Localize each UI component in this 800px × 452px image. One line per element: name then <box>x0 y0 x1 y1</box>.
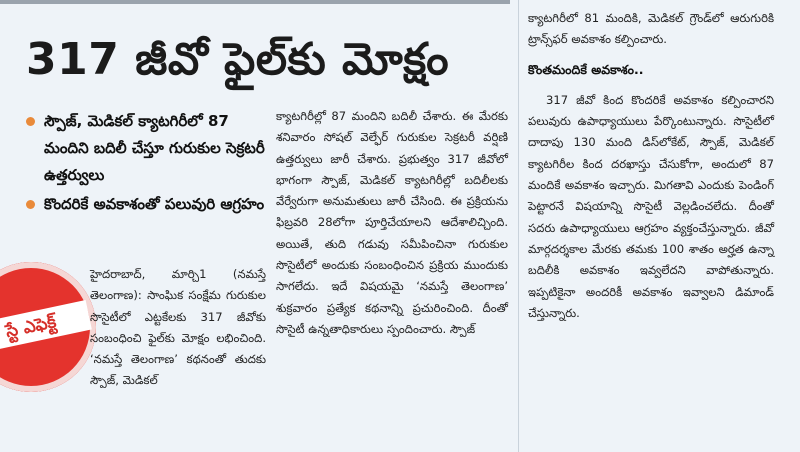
bullet-dot-icon <box>26 200 35 209</box>
article-column-2 <box>276 106 508 340</box>
headline: 317 జీవో ఫైల్‌కు మోక్షం <box>26 34 449 85</box>
highlight-bullets <box>20 108 270 220</box>
stay-effect-stamp <box>0 262 96 392</box>
bullet-item <box>20 191 270 218</box>
bullet-text: కొందరికే అవకాశంతో పలువురి ఆగ్రహం <box>44 195 265 213</box>
top-rule <box>0 0 510 4</box>
article-column-3 <box>528 8 774 324</box>
column-2-text: క్యాటగిరీల్లో 87 మందిని బదిలీ చేశారు. ఈ మేరకు శనివారం సోషల్‌ వెల్ఫేర్‌ గురుకుల సెక్రటరీ వర్షిణి ఉత్తర్వులు జారీ చేశారు. ప్రభుత్వం 317 జీవోలో భాగంగా స్పౌజ్‌, మెడికల్‌ క్యాటగిరీల్లో బదిలీలకు వేర్వేరుగా అనుమతులు జారీ చేసింది. ఈ ప్రక్రియను ఫిబ్రవరి 28లోగా పూర్తిచేయాలని ఆదేశాలిచ్చింది. అయితే, తుది గడువు సమీపించినా గురుకుల సొసైటీలో అందుకు సంబంధించిన ప్రక్రియ ముందుకు సాగలేదు. ఇదే విషయమై ‘నమస్తే తెలంగాణ’ శుక్రవారం ప్రత్యేక కథనాన్ని ప్రచురించింది. దీంతో సొసైటీ ఉన్నతాధికారులు స్పందించారు. స్పౌజ్‌ <box>276 109 508 336</box>
bullet-item <box>20 108 270 189</box>
column-3-subheading: కొంతమందికే అవకాశం.. <box>528 61 644 77</box>
stamp-label: స్టే ఎఫెక్ట్‌ <box>0 300 92 354</box>
column-1-text: హైదరాబాద్‌, మార్చి1 (నమస్తే తెలంగాణ): సాంఘిక సంక్షేమ గురుకుల సొసైటీలో ఎట్టకేలకు 317 జీవోకు సంబంధించి ఫైల్‌కు మోక్షం లభించింది. ‘నమస్తే తెలంగాణ’ కథనంతో తుదకు స్పౌజ్‌, మెడికల్‌ <box>90 267 266 388</box>
article-column-1 <box>90 264 266 392</box>
column-divider <box>518 0 519 452</box>
bullet-dot-icon <box>26 117 35 126</box>
column-3-intro: క్యాటగిరీలో 81 మందికి, మెడికల్‌ గ్రౌండ్‌లో ఆరుగురికి ట్రాన్స్‌ఫర్‌ అవకాశం కల్పించారు. <box>528 11 774 47</box>
bullet-text: స్పౌజ్‌, మెడికల్‌ క్యాటగిరీలో 87 మందిని బదిలీ చేస్తూ గురుకుల సెక్రటరీ ఉత్తర్వులు <box>44 112 265 184</box>
column-3-body: 317 జీవో కింద కొందరికే అవకాశం కల్పించారని పలువురు ఉపాధ్యాయులు పేర్కొంటున్నారు. సొసైటీలో దాదాపు 130 మంది డిస్‌లోకేట్‌, స్పౌజ్‌, మెడికల్‌ క్యాటగిరీల కింద దరఖాస్తు చేసుకోగా, అందులో 87 మందికే అవకాశం ఇచ్చారు. మిగతావి ఎందుకు పెండింగ్‌ పెట్టారనే విషయాన్ని సొసైటీ వెల్లడించలేదు. దీంతో సదరు ఉపాధ్యాయులు ఆగ్రహం వ్యక్తంచేస్తున్నారు. జీవో మార్గదర్శకాల మేరకు తమకు 100 శాతం అర్హత ఉన్నా బదిలీకి అవకాశం ఇవ్వలేదని వాపోతున్నారు. ఇప్పటికైనా అందరికీ అవకాశం ఇవ్వాలని డిమాండ్‌ చేస్తున్నారు. <box>528 92 774 320</box>
